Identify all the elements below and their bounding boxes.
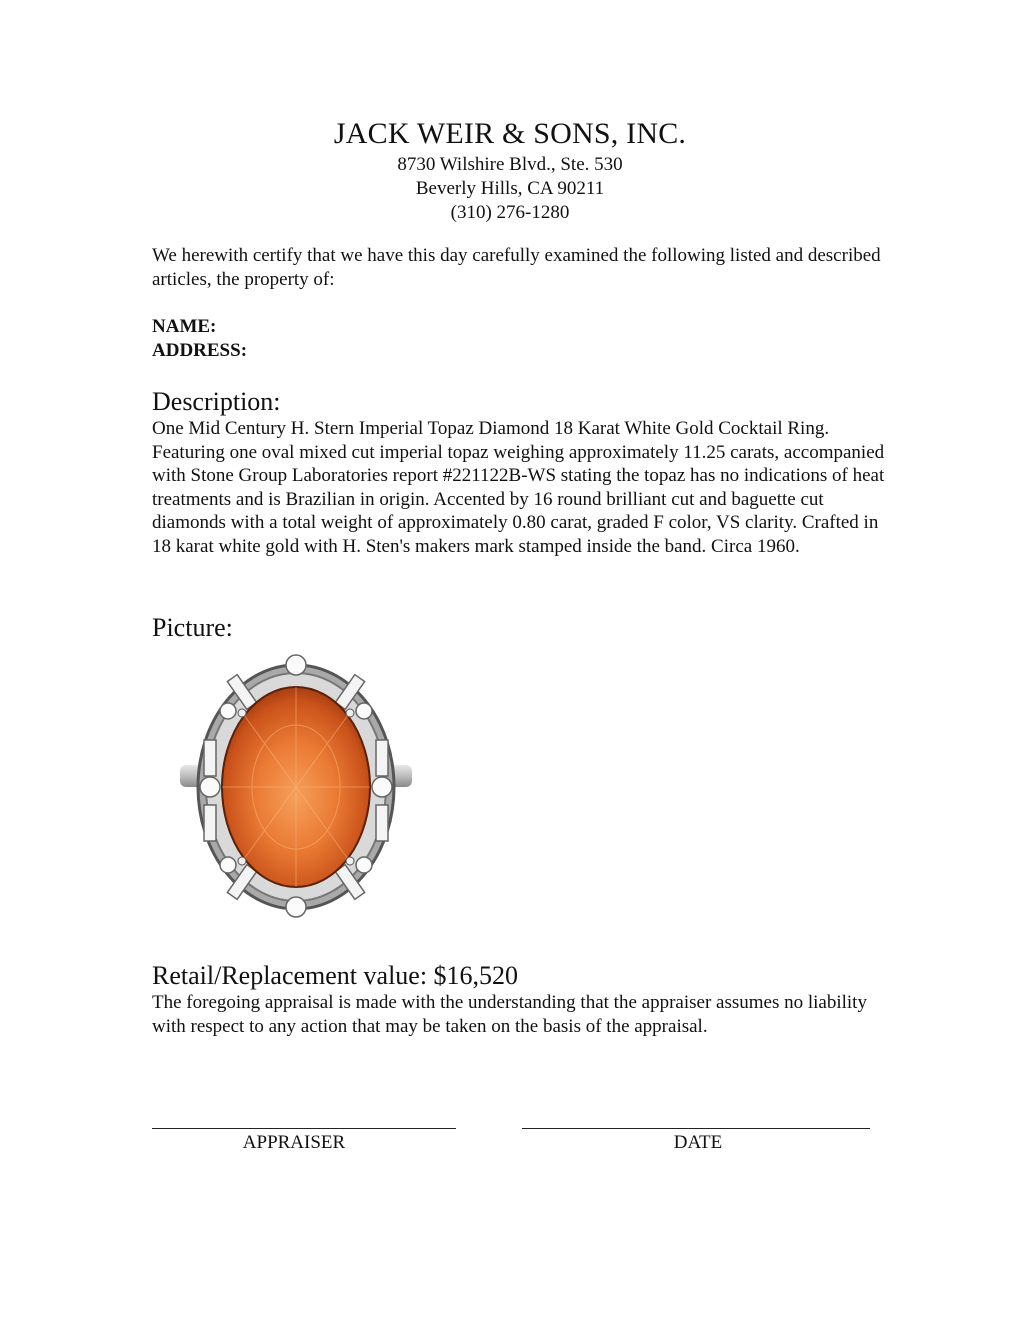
company-name: JACK WEIR & SONS, INC.	[333, 117, 687, 150]
replacement-value: Retail/Replacement value: $16,520	[152, 961, 519, 990]
letterhead	[0, 115, 1020, 225]
address-line-1: 8730 Wilshire Blvd., Ste. 530	[397, 154, 623, 175]
date-label: DATE	[673, 1132, 723, 1153]
disclaimer-text: The foregoing appraisal is made with the understanding that the appraiser assumes no liability with respect to any action that may be taken on the basis of the appraisal.	[152, 992, 867, 1037]
appraiser-label: APPRAISER	[242, 1132, 346, 1153]
certification-statement: We herewith certify that we have this day carefully examined the following listed and described articles, the property of:	[152, 245, 881, 290]
owner-fields	[152, 315, 247, 363]
ring-photo-icon	[176, 645, 416, 925]
picture-heading: Picture:	[152, 613, 233, 642]
name-label: NAME:	[152, 316, 217, 337]
description-heading: Description:	[152, 387, 281, 416]
description-body: One Mid Century H. Stern Imperial Topaz Diamond 18 Karat White Gold Cocktail Ring. Featuring one oval mixed cut imperial topaz weighing approximately 11.25 carats, accompanied with Stone Group Laboratories report #221122B-WS stating the topaz has no indications of heat treatments and is Brazilian in origin. Accented by 16 round brilliant cut and baguette cut diamonds with a total weight of approximately 0.80 carat, graded F color, VS clarity. Crafted in 18 karat white gold with H. Sten's makers mark stamped inside the band. Circa 1960.	[152, 418, 885, 557]
address-label: ADDRESS:	[152, 340, 248, 361]
appraiser-signature-line	[152, 1128, 456, 1129]
phone-number: (310) 276-1280	[450, 202, 570, 223]
address-line-2: Beverly Hills, CA 90211	[415, 178, 605, 199]
date-signature-line	[522, 1128, 870, 1129]
